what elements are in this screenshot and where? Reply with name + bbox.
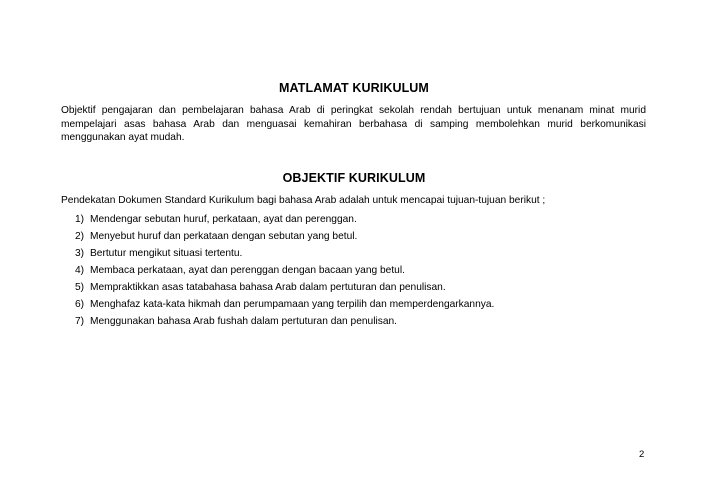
list-item-text: Menghafaz kata-kata hikmah dan perumpamaan yang terpilih dan memperdengarkannya. (90, 299, 495, 310)
list-item-text: Mempraktikkan asas tatabahasa bahasa Arab dalam pertuturan dan penulisan. (90, 282, 446, 293)
list-item-text: Bertutur mengikut situasi tertentu. (90, 248, 243, 259)
list-item-text: Mendengar sebutan huruf, perkataan, ayat dan perenggan. (90, 214, 357, 225)
objektif-intro: Pendekatan Dokumen Standard Kurikulum bagi bahasa Arab adalah untuk mencapai tujuan-tujuan berikut ; (61, 195, 546, 206)
list-item (61, 298, 661, 315)
objective-list (61, 213, 661, 332)
page-number: 2 (639, 449, 645, 460)
list-item (61, 213, 661, 230)
list-item-text: Membaca perkataan, ayat dan perenggan dengan bacaan yang betul. (90, 265, 405, 276)
list-item-number: 6) (74, 299, 84, 310)
list-item-text: Menggunakan bahasa Arab fushah dalam pertuturan dan penulisan. (90, 316, 397, 327)
list-item (61, 247, 661, 264)
section-title-matlamat: MATLAMAT KURIKULUM (279, 81, 429, 95)
list-item-text: Menyebut huruf dan perkataan dengan sebutan yang betul. (90, 231, 358, 242)
matlamat-paragraph: Objektif pengajaran dan pembelajaran bahasa Arab di peringkat sekolah rendah bertujuan untuk menanam minat murid mempelajari asas bahasa Arab dan menguasai kemahiran berbahasa di samping membolehkan murid berkomunikasi menggunakan ayat mudah. (61, 105, 646, 144)
list-item-number: 3) (74, 248, 84, 259)
list-item (61, 315, 661, 332)
list-item (61, 230, 661, 247)
section-title-objektif: OBJEKTIF KURIKULUM (282, 171, 426, 185)
list-item-number: 2) (74, 231, 84, 242)
list-item-number: 5) (74, 282, 84, 293)
list-item-number: 7) (74, 316, 84, 327)
list-item (61, 281, 661, 298)
list-item-number: 4) (74, 265, 84, 276)
list-item (61, 264, 661, 281)
list-item-number: 1) (74, 214, 84, 225)
